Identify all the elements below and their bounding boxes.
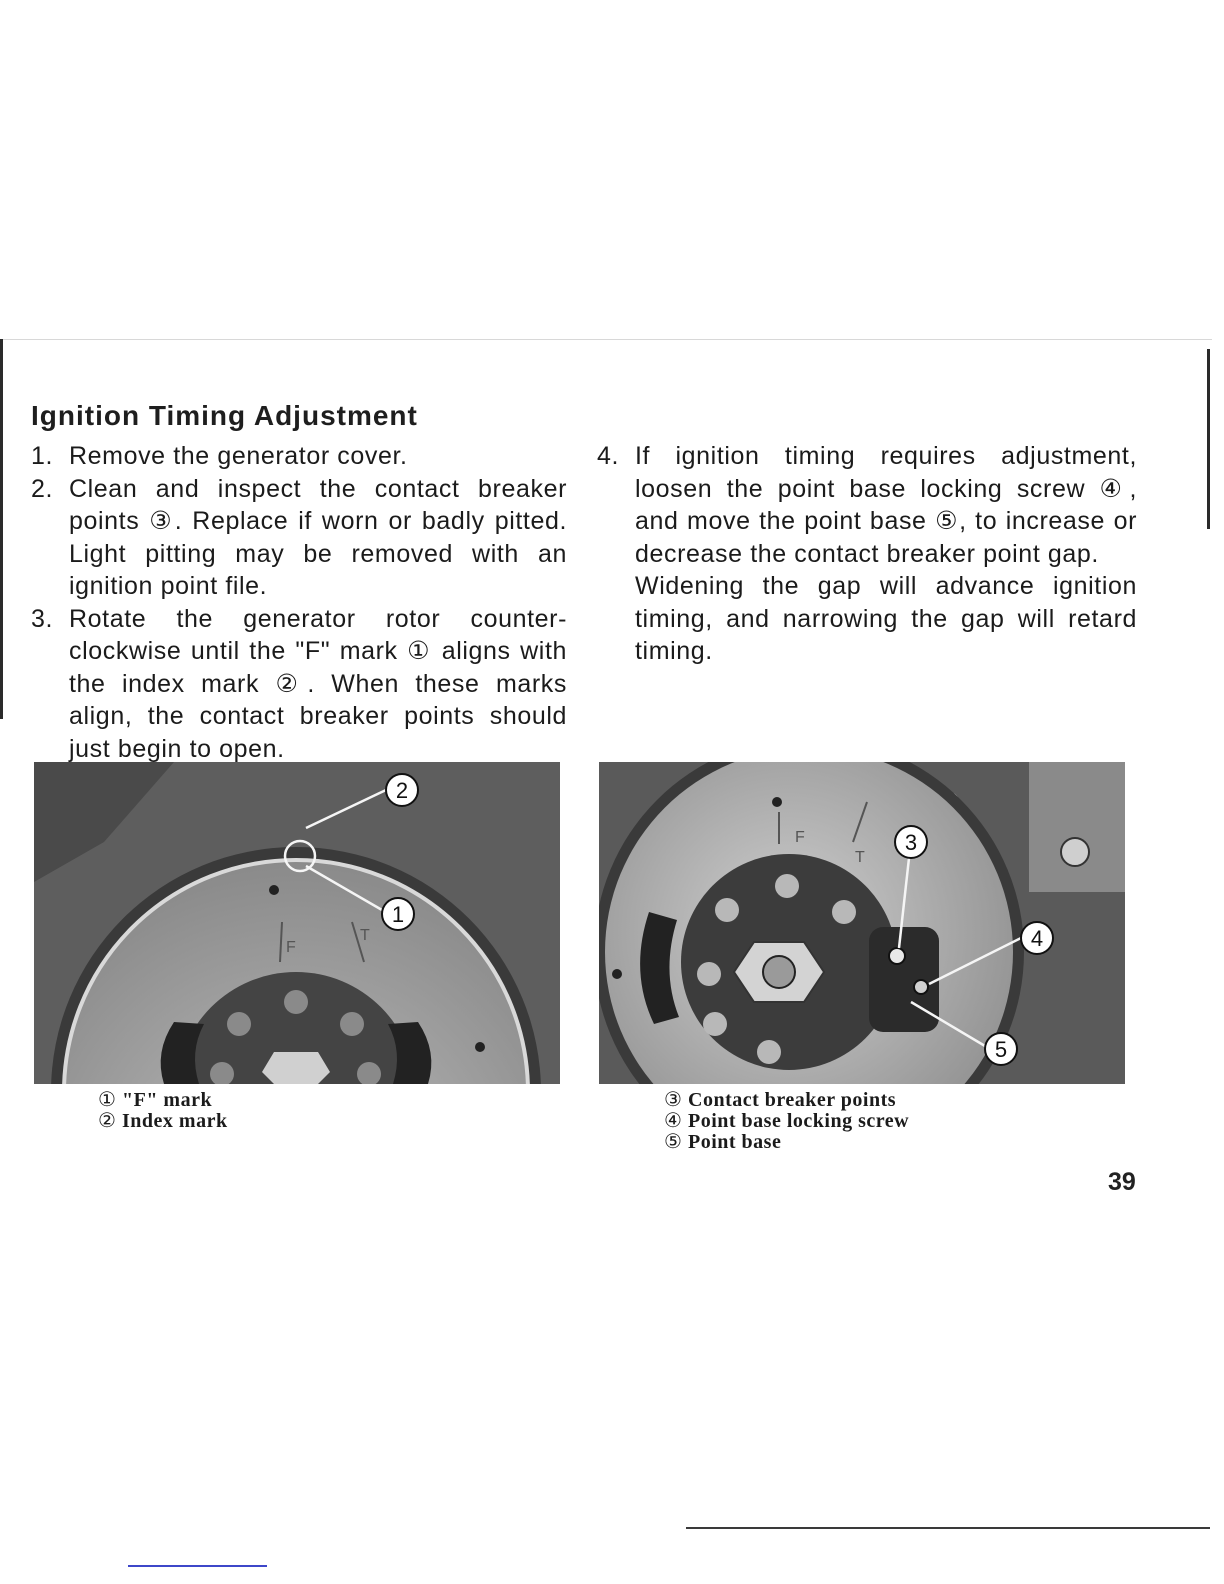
cam-shaft [763, 956, 795, 988]
step-number: 4. [597, 442, 620, 470]
plate-hole [757, 1040, 781, 1064]
caption-item [664, 1132, 909, 1153]
rotor-t-letter: T [360, 927, 370, 944]
caption-number: ② [98, 1110, 117, 1132]
case-bolt [1061, 838, 1089, 866]
plate-hole [832, 900, 856, 924]
plate-hole [703, 1012, 727, 1036]
engine-case-part [1029, 762, 1125, 892]
rotor-dot [475, 1042, 485, 1052]
step-4 [597, 440, 1137, 668]
step-text: Remove the generator cover. [69, 442, 408, 470]
plate-hole [697, 962, 721, 986]
caption-item [664, 1111, 909, 1132]
step-3 [31, 603, 567, 766]
breaker-points-circle [889, 948, 905, 964]
rotor-dot [269, 885, 279, 895]
figure-1-caption [58, 1090, 228, 1132]
breaker-assembly [869, 927, 939, 1032]
page-left-edge [0, 339, 3, 719]
hub-hole [284, 990, 308, 1014]
page-right-edge [1207, 349, 1210, 529]
step-2 [31, 473, 567, 603]
rotor-dot [772, 797, 782, 807]
caption-item [664, 1090, 909, 1111]
hub-hole [227, 1012, 251, 1036]
plate-hole [715, 898, 739, 922]
rotor-t-letter: T [855, 849, 865, 866]
locking-screw [914, 980, 928, 994]
step-4-main-text: If ignition timing requires adjustment, loosen the point base locking screw ④, and move the point base ⑤, to increase or decrease the contact breaker point gap. [635, 442, 1137, 568]
step-text [635, 440, 1137, 668]
rotor-nut [262, 1052, 330, 1084]
rotor-photo-illustration [34, 762, 560, 1084]
callout-4-label: 4 [1030, 926, 1044, 951]
steps-left-column [31, 440, 567, 765]
caption-label: Point base locking screw [688, 1110, 910, 1132]
step-1 [31, 440, 567, 473]
photo-contact-breaker [599, 762, 1125, 1084]
plate-hole [775, 874, 799, 898]
caption-label: "F" mark [122, 1089, 213, 1111]
hub-hole [340, 1012, 364, 1036]
caption-label: Contact breaker points [688, 1089, 897, 1111]
step-4-extra-text: Widening the gap will advance ignition timing, and narrowing the gap will retard timing. [635, 572, 1137, 665]
step-number: 2. [31, 474, 54, 503]
steps-right-column [597, 440, 1137, 668]
callout-2-label: 2 [395, 778, 409, 803]
rotor-f-letter: F [286, 939, 296, 956]
callout-3-label: 3 [904, 830, 918, 855]
caption-number: ④ [664, 1110, 683, 1132]
caption-number: ① [98, 1089, 117, 1111]
footer-accent-line [128, 1565, 267, 1567]
caption-label: Point base [688, 1131, 782, 1153]
caption-label: Index mark [122, 1110, 228, 1132]
photo-rotor-f-mark [34, 762, 560, 1084]
step-text: Clean and inspect the contact breaker points ③. Replace if worn or badly pitted. Light pitting may be removed with an ignition point file. [69, 474, 567, 600]
step-text: Rotate the generator rotor counter-clockwise until the "F" mark ① aligns with the index mark ②. When these marks align, the contact breaker points should just begin to open. [69, 604, 567, 763]
top-rule [0, 339, 1212, 340]
caption-item [98, 1111, 228, 1132]
callout-5-label: 5 [994, 1037, 1008, 1062]
caption-number: ⑤ [664, 1131, 683, 1153]
breaker-photo-illustration [599, 762, 1125, 1084]
caption-item [98, 1090, 228, 1111]
page-number: 39 [1108, 1168, 1136, 1196]
step-number: 3. [31, 604, 54, 633]
callout-1-label: 1 [391, 902, 405, 927]
bottom-rule [686, 1527, 1210, 1529]
section-title: Ignition Timing Adjustment [31, 400, 418, 431]
rotor-f-letter: F [795, 829, 805, 846]
step-number: 1. [31, 442, 54, 470]
rotor-dot [612, 969, 622, 979]
caption-number: ③ [664, 1089, 683, 1111]
figure-2-caption [624, 1090, 909, 1153]
